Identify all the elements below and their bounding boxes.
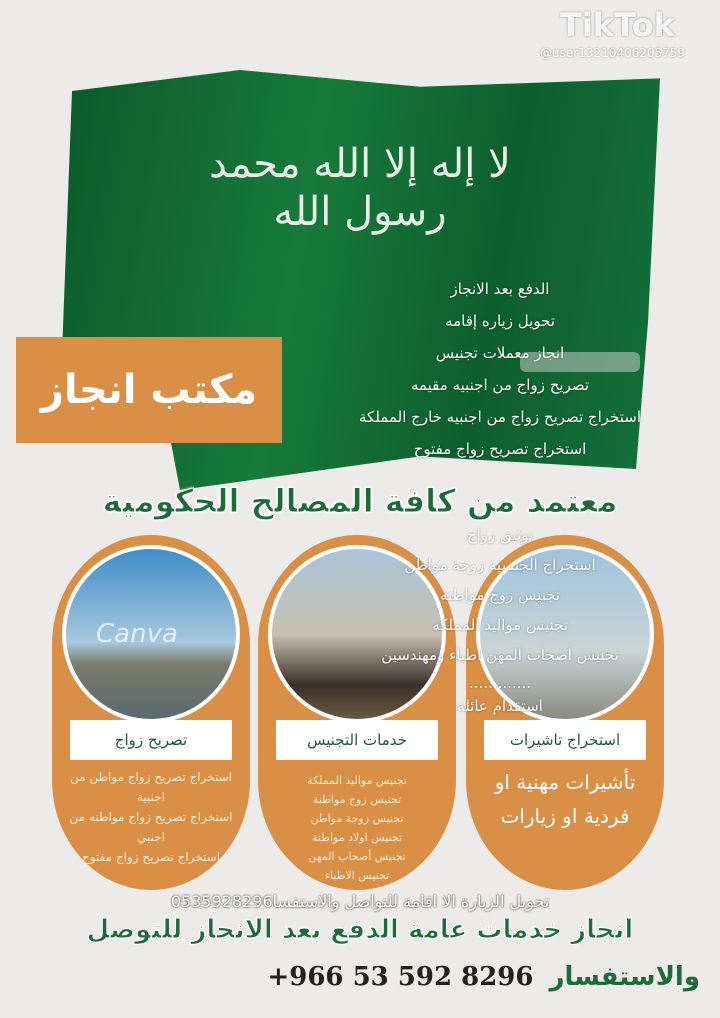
footer-slogan: انجاز خدمات عامة الدفع بعد الانجاز للتوصل [86,915,634,945]
overlay-line: انجاز معملات تجنيس [435,344,565,362]
panel-title: خدمات التجنيس [276,720,438,760]
overlay-line: استقدام عائلة [457,697,543,715]
office-title: مكتب انجاز [16,337,282,443]
overlay-line: استخراج تصريح زواج مفتوح [413,440,587,458]
contact-line: تحويل الزيارة الا اقامة للتواصل والاستفسا0535928296 [170,892,550,911]
inquiry-label: والاستفسار [549,962,700,992]
panel-desc: تأشيرات مهنية او فردية او زيارات [494,770,636,828]
overlay-line: استخراج تصريح زواج من اجنبيه خارج المملكة [359,408,641,426]
heading: معتمد من كافة المصالح الحكومية [102,482,618,520]
tiktok-watermark: TikTok [560,6,675,44]
overlay-line: ............. [469,674,531,692]
footer-contact [40,960,700,994]
overlay-line: استخراج الجنسيه زوجة مواطن [404,556,596,574]
overlay-line: توثيق زواج [466,526,534,544]
flag-shahada: لا إله إلا الله محمد رسول الله [209,141,511,235]
panel-title: تصريح زواج [70,720,232,760]
city-river-image [62,545,240,723]
overlay-line: تحويل زياره إقامه [445,312,555,330]
overlay-line: تجنيس اصحاب المهن اطباء ومهندسين [381,646,619,664]
overlay-line: الدفع بعد الانجاز [450,280,550,298]
overlay-line: تصريح زواج من اجنبيه مقيمه [410,376,590,394]
panel-desc: استخراج تصريح زواج مواطن من اجنبية استخراج تصريح زواج مواطنه من اجنبي استخراج تصريح زواج مفتوح [69,770,233,864]
panel-desc: تجنيس مواليد المملكة تجنيس زوج مواطنة تجنيس زوجة مواطن تجنيس اولاد مواطنة تجنيس أصحاب المهن تجنيس الاطباء [307,774,407,882]
overlay-line: تجنيس زوج مواطنه [439,586,561,604]
panel-marriage [52,535,250,890]
panel-title: استخراج تاشيرات [484,720,646,760]
overlay-line: تجنيس مواليد المملكه [432,616,568,634]
phone-number: +966 53 592 8296 [267,962,534,992]
tiktok-username: @user13210406205759 [540,46,686,60]
canva-watermark: Canva [96,619,178,649]
